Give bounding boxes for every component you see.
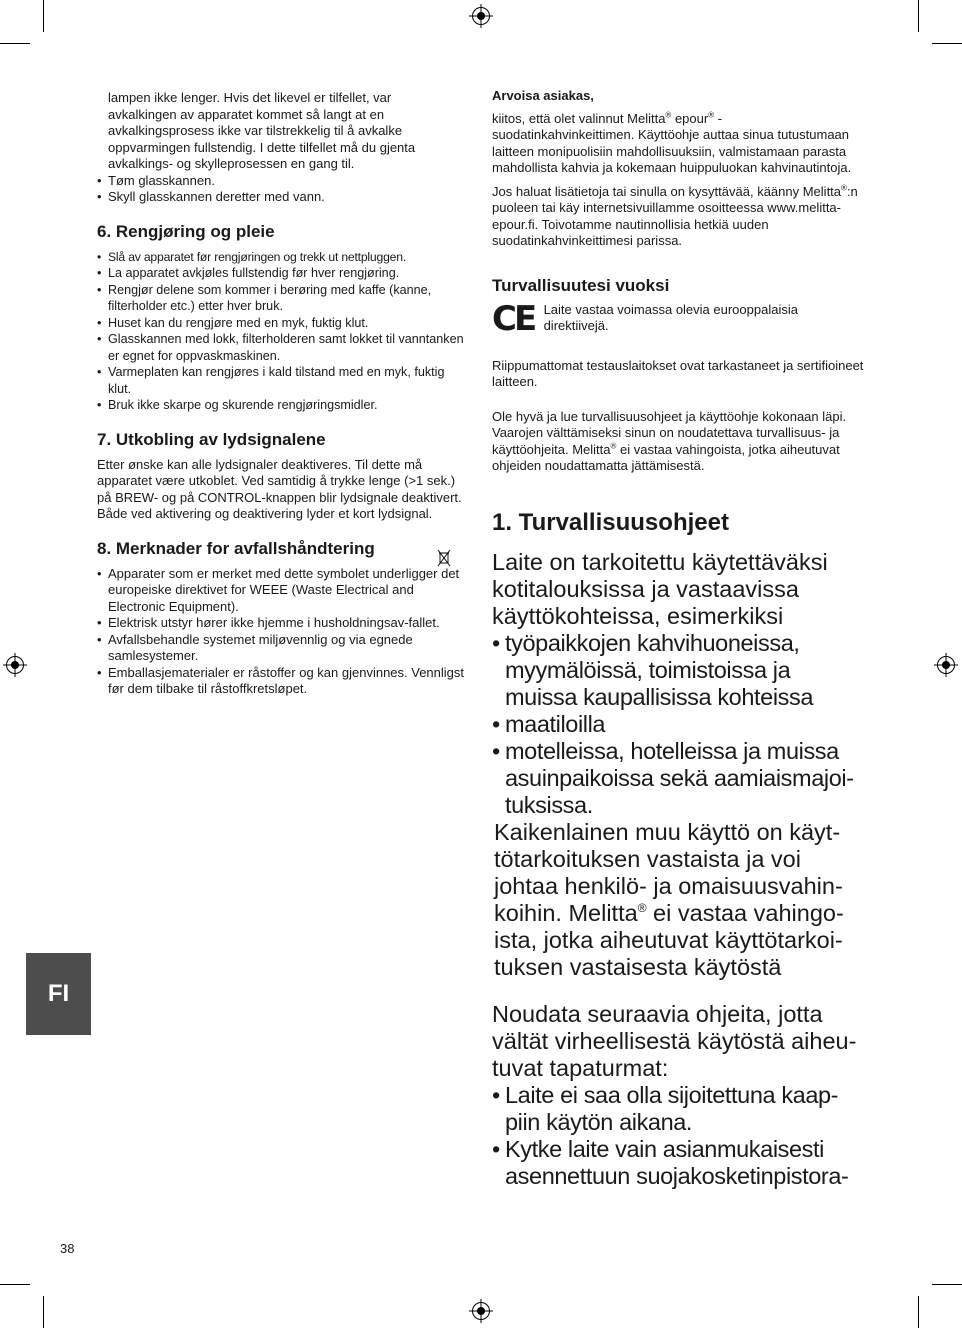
crop-mark <box>918 0 919 32</box>
contact-paragraph: Jos haluat lisätietoja tai sinulla on kysyttävää, käänny Melitta®:n puoleen tai käy internetsivuillamme osoitteessa www.melitta-epour.fi. Toivotamme nautinnollisia hetkiä uuden suodatinkahvinkeittimesi parissa. <box>492 183 858 248</box>
crop-mark <box>932 43 962 44</box>
list-item: • Glasskannen med lokk, filterholderen samt lokket til vanntanken er egnet for oppvaskmaskinen. <box>97 331 469 364</box>
ce-mark-icon: CE <box>492 298 535 339</box>
list-item: • työpaikkojen kahvihuoneissa, myymälöissä, toimistoissa ja muissa kaupallisissa kohteissa <box>492 630 864 711</box>
registration-mark-icon <box>472 1302 490 1320</box>
text-line: oppvarmingen fullstendig. I dette tilfellet må du gjenta <box>108 139 416 155</box>
section-6-heading: 6. Rengjøring og pleie <box>97 221 275 241</box>
crop-mark <box>932 1284 962 1285</box>
crop-mark <box>0 43 30 44</box>
list-item: • Huset kan du rengjøre med en myk, fuktig klut. <box>97 315 469 332</box>
section-8-title: 8. Merknader for avfallshåndtering <box>97 538 375 558</box>
safety-heading: Turvallisuutesi vuoksi <box>492 275 670 295</box>
registration-mark-icon <box>937 656 955 674</box>
ce-text: Laite vastaa voimassa olevia eurooppalaisia direktiivejä. <box>543 301 798 333</box>
intended-use-text: Laite on tarkoitettu käytettäväksi kotitalouksissa ja vastaavissa käyttökohteissa, esimerkiksi <box>492 548 828 629</box>
registration-mark-icon <box>472 7 490 25</box>
list-item: • Kytke laite vain asianmukaisesti asennettuun suojakosketinpistora- <box>492 1136 864 1190</box>
list-item: • Bruk ikke skarpe og skurende rengjøringsmidler. <box>97 397 469 414</box>
left-column <box>97 90 469 698</box>
list-item: • La apparatet avkjøles fullstendig før hver rengjøring. <box>97 265 469 282</box>
crop-mark <box>918 1296 919 1328</box>
list-item: • Slå av apparatet før rengjøringen og trekk ut nettpluggen. <box>97 249 469 266</box>
salutation: Arvoisa asiakas, <box>492 88 594 103</box>
registration-mark-icon <box>6 656 24 674</box>
certification-text: Riippumattomat testauslaitokset ovat tarkastaneet ja sertifioineet laitteen. <box>492 357 864 389</box>
list-item: • motelleissa, hotelleissa ja muissa asuinpaikoissa sekä aamiaismajoi-tuksissa. <box>492 738 864 819</box>
language-tab: FI <box>26 953 91 1035</box>
section-8-bullets <box>97 566 469 698</box>
intro-paragraph: kiitos, että olet valinnut Melitta® epour® -suodatinkahvinkeittimen. Käyttöohje auttaa sinua tutustumaan laitteen monipuolisiin mahdollisuuksiin, valmistamaan parasta mahdollista kahvia ja kokemaan huippuluokan kahvinautintoja. <box>492 110 852 175</box>
page-number: 38 <box>60 1241 75 1256</box>
right-column <box>492 88 864 1190</box>
ce-row <box>492 298 864 339</box>
intro-text <box>97 90 469 173</box>
section-6-bullets <box>97 249 469 414</box>
list-item: • maatiloilla <box>492 711 864 738</box>
list-item: • Avfallsbehandle systemet miljøvennlig og via egnede samlesystemer. <box>97 632 469 665</box>
text-line: lampen ikke lenger. Hvis det likevel er tilfellet, var <box>108 90 392 105</box>
text-line: avkalkingen av apparatet kommet så langt at en <box>108 106 385 122</box>
weee-bin-icon <box>437 549 451 567</box>
section-8-heading <box>97 539 469 559</box>
placement-bullets <box>492 1082 864 1190</box>
list-item: • Tøm glasskannen. <box>97 173 469 190</box>
list-item: • Elektrisk utstyr hører ikke hjemme i husholdningsav-fallet. <box>97 615 469 632</box>
list-item: • Rengjør delene som kommer i berøring med kaffe (kanne, filterholder etc.) etter hver bruk. <box>97 282 469 315</box>
list-item: • Apparater som er merket med dette symbolet underligger det europeiske direktivet for WEEE (Waste Electrical and Electronic Equipment). <box>97 566 469 616</box>
list-item: • Emballasjematerialer er råstoffer og kan gjenvinnes. Vennligst før dem tilbake til råstoffkretsløpet. <box>97 665 469 698</box>
crop-mark <box>43 1296 44 1328</box>
liability-text: Kaikenlainen muu käyttö on käyt-tötarkoituksen vastaista ja voi johtaa henkilö- ja omaisuusvahin-koihin. Melitta® ei vastaa vahingo-ista, jotka aiheutuvat käyttötarkoi-tuksen vastaisesta käytöstä <box>494 818 844 980</box>
read-instructions-text: Ole hyvä ja lue turvallisuusohjeet ja käyttöohje kokonaan läpi. Vaarojen välttämiseksi sinun on noudatettava turvallisuus- ja käyttöohjeita. Melitta® ei vastaa vahingoista, jotka aiheutuvat ohjeiden noudattamatta jättämisestä. <box>492 408 847 473</box>
accident-prevention-text: Noudata seuraavia ohjeita, jotta vältät virheellisestä käytöstä aiheu-tuvat tapaturmat: <box>492 1000 857 1081</box>
list-item: • Skyll glasskannen deretter med vann. <box>97 189 469 206</box>
list-item: • Varmeplaten kan rengjøres i kald tilstand med en myk, fuktig klut. <box>97 364 469 397</box>
safety-instructions-heading: 1. Turvallisuusohjeet <box>492 508 729 536</box>
intro-bullets <box>97 173 469 206</box>
crop-mark <box>0 1284 30 1285</box>
section-7-text: Etter ønske kan alle lydsignaler deaktiveres. Til dette må apparatet være utkoblet. Ved samtidig å trykke lenge (>1 sek.) på BREW- og på CONTROL-knappen blir lydsignale deaktivert. Både ved aktivering og deaktivering lyder et kort lydsignal. <box>97 456 462 521</box>
text-line: avkalkings- og skylleprosessen en gang til. <box>108 156 355 171</box>
list-item: • Laite ei saa olla sijoitettuna kaap-piin käytön aikana. <box>492 1082 864 1136</box>
crop-mark <box>43 0 44 32</box>
text-line: avkalkingsprosess ikke var tilstrekkelig til å avkalke <box>108 123 403 138</box>
section-7-heading: 7. Utkobling av lydsignalene <box>97 429 326 449</box>
usage-bullets <box>492 630 864 819</box>
